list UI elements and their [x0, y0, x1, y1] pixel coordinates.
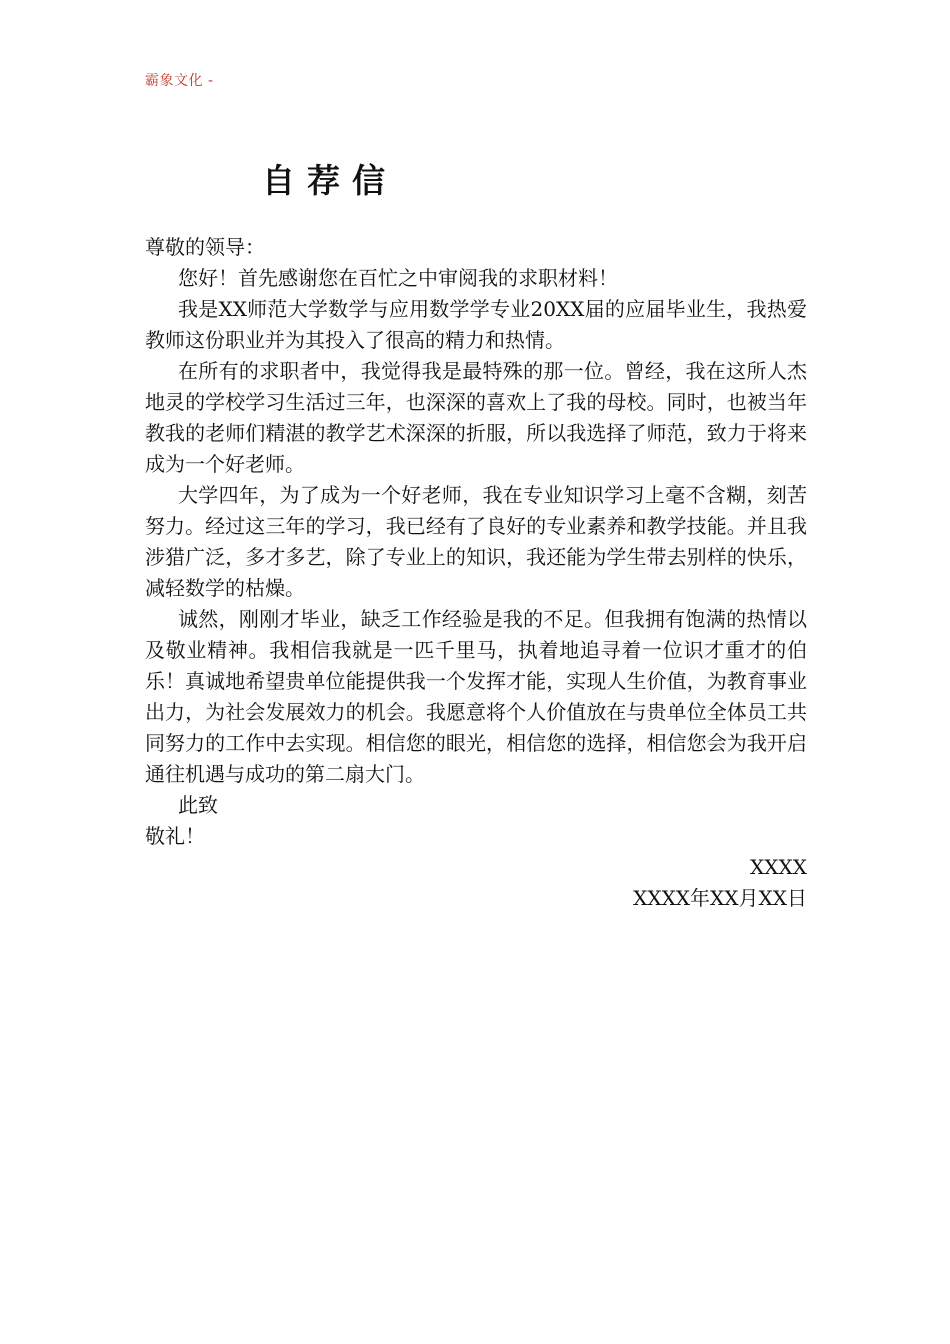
paragraph-skills: 大学四年，为了成为一个好老师，我在专业知识学习上毫不含糊，刻苦努力。经过这三年的学习，我已经有了良好的专业素养和教学技能。并且我涉猎广泛，多才多艺，除了专业上的知识，我还能为学生带去别样的快乐，减轻数学的枯燥。	[145, 483, 807, 600]
page-title: 自荐信	[262, 161, 397, 200]
paragraph-background: 在所有的求职者中，我觉得我是最特殊的那一位。曾经，我在这所人杰地灵的学校学习生活过三年，也深深的喜欢上了我的母校。同时，也被当年教我的老师们精湛的教学艺术深深的折服，所以我选择了师范，致力于将来成为一个好老师。	[145, 359, 807, 476]
paragraph-request: 诚然，刚刚才毕业，缺乏工作经验是我的不足。但我拥有饱满的热情以及敬业精神。我相信我就是一匹千里马，执着地追寻着一位识才重才的伯乐！真诚地希望贵单位能提供我一个发挥才能，实现人生价值，为教育事业出力，为社会发展效力的机会。我愿意将个人价值放在与贵单位全体员工共同努力的工作中去实现。相信您的眼光，相信您的选择，相信您会为我开启通往机遇与成功的第二扇大门。	[145, 607, 807, 786]
header-watermark-text: 霸象文化 -	[145, 73, 214, 89]
signer-name: XXXX	[750, 855, 807, 879]
letter-body	[145, 232, 807, 914]
paragraph-greeting: 您好！首先感谢您在百忙之中审阅我的求职材料！	[178, 266, 618, 290]
closing-line-2: 敬礼！	[145, 824, 205, 848]
signature-date: XXXX年XX月XX日	[633, 886, 807, 910]
closing-line-1: 此致	[178, 793, 218, 817]
paragraph-introduction: 我是XX师范大学数学与应用数学学专业20XX届的应届毕业生，我热爱教师这份职业并为其投入了很高的精力和热情。	[145, 297, 807, 352]
salutation: 尊敬的领导：	[145, 235, 265, 259]
